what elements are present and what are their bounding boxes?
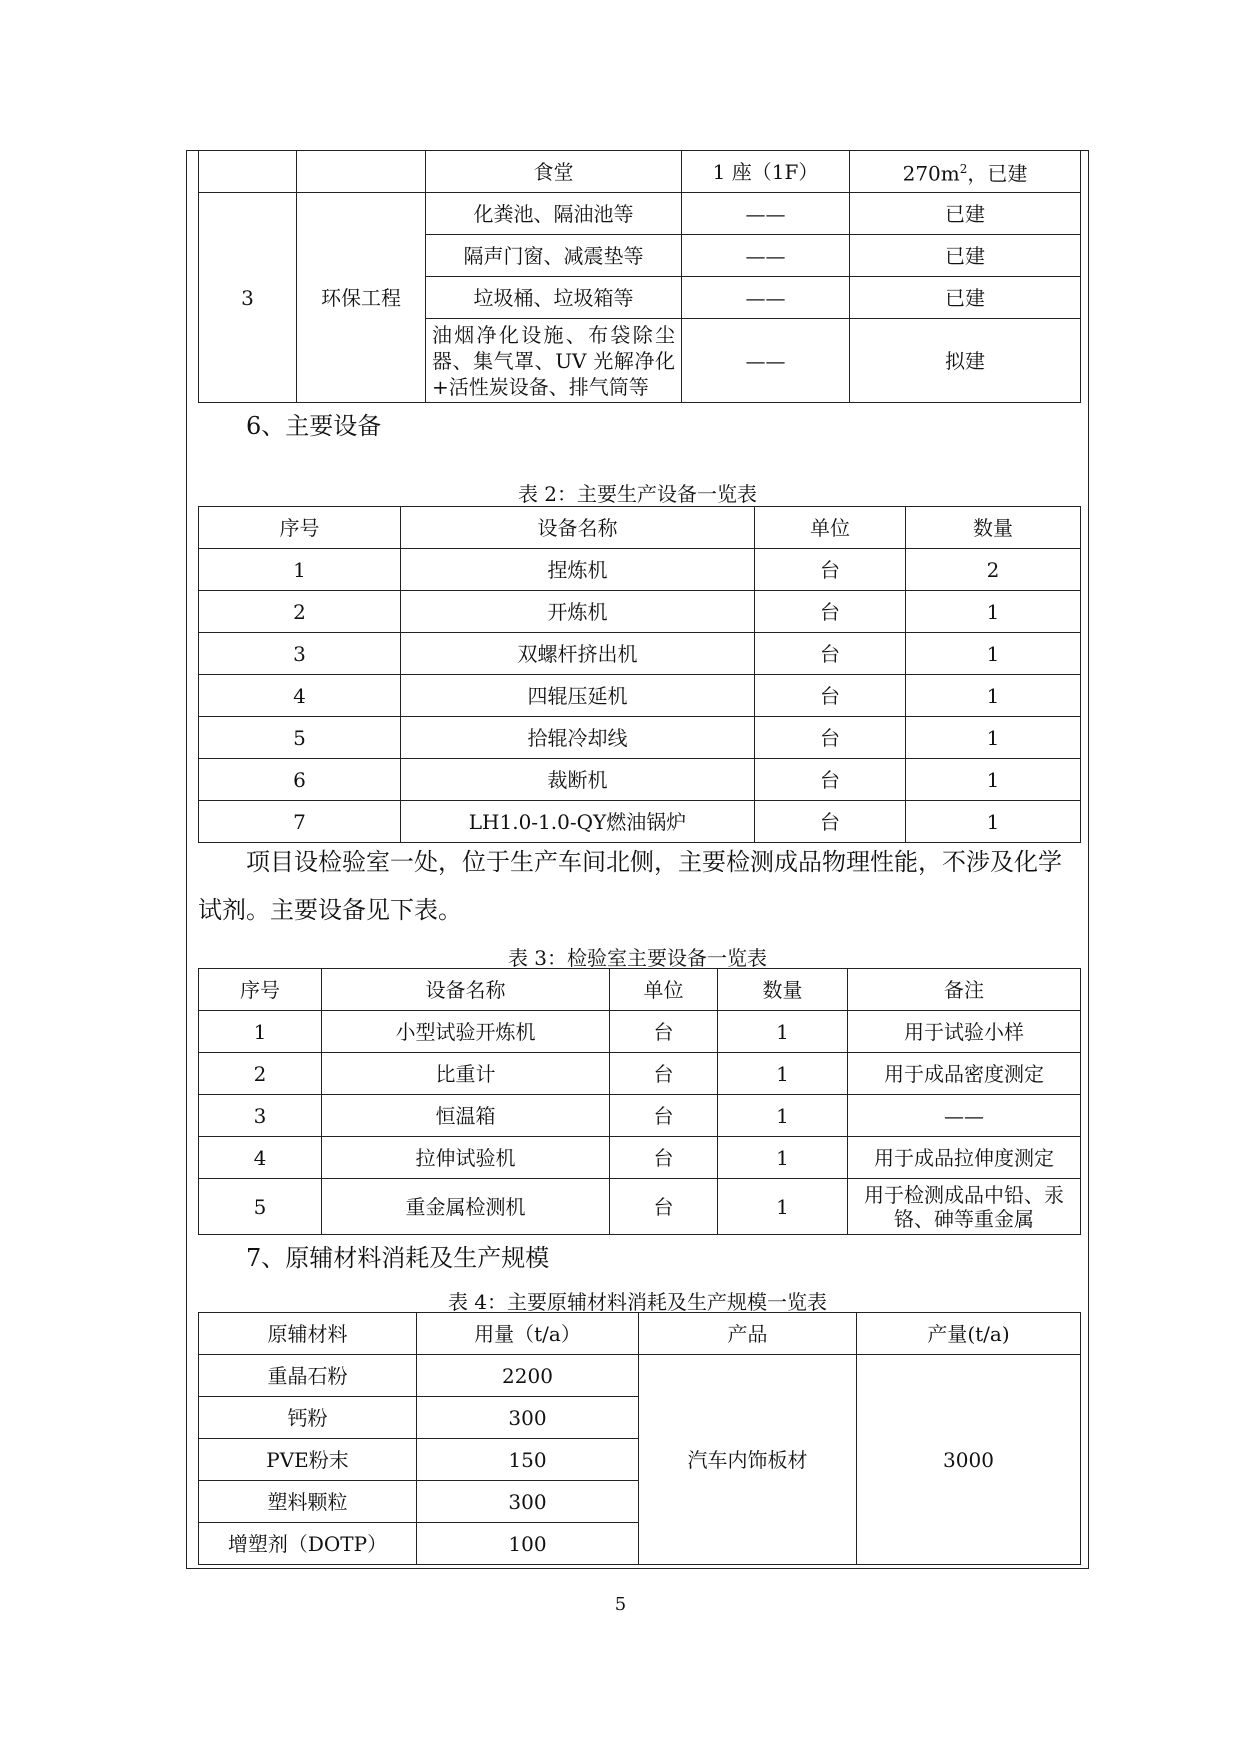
column-header: 序号: [199, 507, 401, 549]
material-name: PVE粉末: [199, 1439, 417, 1481]
table-cell: 5: [199, 1179, 322, 1235]
material-name: 重晶石粉: [199, 1355, 417, 1397]
table-cell: 开炼机: [401, 591, 755, 633]
table-caption: 表 3：检验室主要设备一览表: [507, 946, 768, 970]
table-cell: 台: [755, 549, 906, 591]
table-cell: 台: [755, 759, 906, 801]
table-cell: 1: [906, 633, 1081, 675]
table-cell: 2: [199, 1053, 322, 1095]
table-cell: 台: [610, 1095, 718, 1137]
table-cell: 台: [755, 801, 906, 843]
table-row: [199, 633, 1081, 675]
table-cell: [297, 151, 426, 193]
table-caption: 表 4：主要原辅材料消耗及生产规模一览表: [447, 1290, 828, 1314]
table-cell: 台: [755, 717, 906, 759]
table-cell: 7: [199, 801, 401, 843]
table-row: [199, 1355, 1081, 1397]
table-cell: 用于检测成品中铅、汞铬、砷等重金属: [848, 1179, 1081, 1235]
table-row: [199, 151, 1081, 193]
facility-name: 化粪池、隔油池等: [426, 193, 682, 235]
table-header-row: [199, 969, 1081, 1011]
table-cell: 3: [199, 633, 401, 675]
table-cell: 用于试验小样: [848, 1011, 1081, 1053]
column-header: 原辅材料: [199, 1313, 417, 1355]
column-header: 单位: [755, 507, 906, 549]
table-cell: 台: [610, 1179, 718, 1235]
table-row: [199, 675, 1081, 717]
table-row: [199, 1053, 1081, 1095]
table-cell: 1: [906, 759, 1081, 801]
facility-name: 油烟净化设施、布袋除尘器、集气罩、UV 光解净化+活性炭设备、排气筒等: [426, 319, 682, 403]
table-cell: 1: [718, 1095, 848, 1137]
facility-name: 食堂: [426, 151, 682, 193]
table-cell: 四辊压延机: [401, 675, 755, 717]
table-cell: 1: [906, 675, 1081, 717]
lab-equipment-table: [198, 968, 1081, 1235]
material-amount: 150: [417, 1439, 639, 1481]
table-cell: 台: [610, 1053, 718, 1095]
column-header: 设备名称: [401, 507, 755, 549]
table-cell: 4: [199, 1137, 322, 1179]
table-cell: 拾辊冷却线: [401, 717, 755, 759]
table-caption: 表 2：主要生产设备一览表: [517, 482, 758, 506]
table-cell: 1: [906, 717, 1081, 759]
table-row: [199, 801, 1081, 843]
table-row: [199, 759, 1081, 801]
table-row: [199, 717, 1081, 759]
material-name: 增塑剂（DOTP）: [199, 1523, 417, 1565]
table-cell: 小型试验开炼机: [322, 1011, 610, 1053]
table-cell: 1: [718, 1179, 848, 1235]
product-name: 汽车内饰板材: [639, 1355, 857, 1565]
table-cell: 2: [199, 591, 401, 633]
facility-qty: 1 座（1F）: [682, 151, 850, 193]
table-cell: 1: [718, 1137, 848, 1179]
table-cell: 6: [199, 759, 401, 801]
table-cell: 重金属检测机: [322, 1179, 610, 1235]
table-cell: 1: [906, 591, 1081, 633]
table-row: [199, 591, 1081, 633]
table-cell: 1: [718, 1011, 848, 1053]
table-cell: 台: [610, 1137, 718, 1179]
table-cell: 3: [199, 1095, 322, 1137]
table-cell: 恒温箱: [322, 1095, 610, 1137]
group-name: 环保工程: [297, 193, 426, 403]
facility-name: 隔声门窗、减震垫等: [426, 235, 682, 277]
material-amount: 100: [417, 1523, 639, 1565]
product-output: 3000: [857, 1355, 1081, 1565]
facility-qty: ——: [682, 235, 850, 277]
table-cell: [199, 151, 297, 193]
table-cell: 双螺杆挤出机: [401, 633, 755, 675]
group-number: 3: [199, 193, 297, 403]
column-header: 用量（t/a）: [417, 1313, 639, 1355]
facility-qty: ——: [682, 319, 850, 403]
table-cell: 台: [755, 633, 906, 675]
material-amount: 300: [417, 1397, 639, 1439]
table-row: [199, 1137, 1081, 1179]
table-cell: 用于成品密度测定: [848, 1053, 1081, 1095]
material-amount: 2200: [417, 1355, 639, 1397]
table-header-row: [199, 1313, 1081, 1355]
table-row: [199, 193, 1081, 235]
column-header: 产品: [639, 1313, 857, 1355]
facility-name: 垃圾桶、垃圾箱等: [426, 277, 682, 319]
column-header: 数量: [718, 969, 848, 1011]
table-cell: 2: [906, 549, 1081, 591]
table-row: [199, 549, 1081, 591]
column-header: 设备名称: [322, 969, 610, 1011]
material-amount: 300: [417, 1481, 639, 1523]
table-cell: 台: [755, 591, 906, 633]
table-cell: 5: [199, 717, 401, 759]
production-equipment-table: [198, 506, 1081, 843]
table-cell: 捏炼机: [401, 549, 755, 591]
table-cell: 1: [199, 549, 401, 591]
facility-status: 已建: [850, 193, 1081, 235]
table-cell: 台: [610, 1011, 718, 1053]
section-heading: 6、主要设备: [246, 412, 382, 440]
facility-qty: ——: [682, 277, 850, 319]
section-heading: 7、原辅材料消耗及生产规模: [246, 1244, 550, 1272]
facility-status: 已建: [850, 277, 1081, 319]
column-header: 序号: [199, 969, 322, 1011]
facility-qty: ——: [682, 193, 850, 235]
table-cell: ——: [848, 1095, 1081, 1137]
facility-status: 拟建: [850, 319, 1081, 403]
table-cell: 裁断机: [401, 759, 755, 801]
body-paragraph: 项目设检验室一处，位于生产车间北侧，主要检测成品物理性能，不涉及化学试剂。主要设备见下表。: [198, 848, 1062, 924]
column-header: 产量(t/a): [857, 1313, 1081, 1355]
material-name: 塑料颗粒: [199, 1481, 417, 1523]
table-cell: 1: [199, 1011, 322, 1053]
table-cell: 拉伸试验机: [322, 1137, 610, 1179]
materials-table: [198, 1312, 1081, 1565]
facility-status: $270m^2$，已建: [850, 151, 1081, 193]
column-header: 单位: [610, 969, 718, 1011]
column-header: 数量: [906, 507, 1081, 549]
table-cell: 1: [906, 801, 1081, 843]
table-row: [199, 1011, 1081, 1053]
table-cell: 1: [718, 1053, 848, 1095]
material-name: 钙粉: [199, 1397, 417, 1439]
table-row: [199, 1179, 1081, 1235]
table-header-row: [199, 507, 1081, 549]
table-cell: 台: [755, 675, 906, 717]
table-cell: 用于成品拉伸度测定: [848, 1137, 1081, 1179]
table-row: [199, 1095, 1081, 1137]
column-header: 备注: [848, 969, 1081, 1011]
table-cell: 比重计: [322, 1053, 610, 1095]
table-cell: LH1.0-1.0-QY燃油锅炉: [401, 801, 755, 843]
facilities-table: [198, 150, 1081, 403]
facility-status: 已建: [850, 235, 1081, 277]
table-cell: 4: [199, 675, 401, 717]
page-number: 5: [614, 1594, 627, 1615]
